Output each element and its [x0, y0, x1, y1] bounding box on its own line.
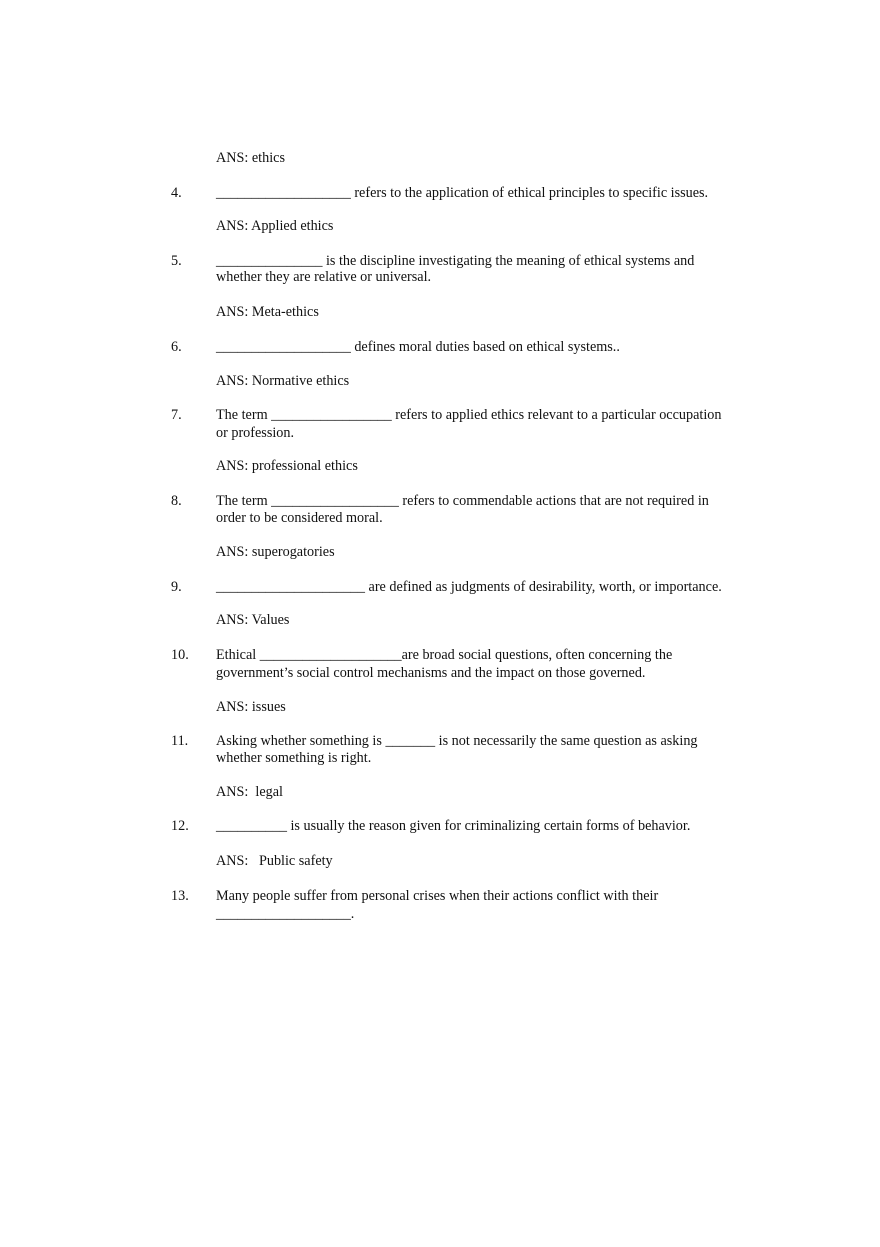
question-number: 5. — [171, 253, 182, 269]
question-text: __________ is usually the reason given for criminalizing certain forms of behavior. — [216, 818, 691, 834]
question-text: The term _________________ refers to applied ethics relevant to a particular occupation — [216, 407, 722, 423]
question-text: _______________ is the discipline investigating the meaning of ethical systems and — [216, 253, 695, 269]
answer: ANS: ethics — [216, 150, 285, 166]
question-text: order to be considered moral. — [216, 510, 383, 526]
answer: ANS: superogatories — [216, 544, 335, 560]
question-number: 7. — [171, 407, 182, 423]
question-text: ___________________. — [216, 906, 355, 922]
question-number: 4. — [171, 185, 182, 201]
question-number: 11. — [171, 733, 189, 749]
question-number: 13. — [171, 888, 189, 904]
question-text: Many people suffer from personal crises when their actions conflict with their — [216, 888, 659, 904]
question-text: _____________________ are defined as judgments of desirability, worth, or importance. — [216, 579, 722, 595]
question-text: ___________________ defines moral duties based on ethical systems.. — [216, 339, 620, 355]
question-text: whether they are relative or universal. — [216, 269, 432, 285]
question-text: Asking whether something is _______ is not necessarily the same question as asking — [216, 733, 698, 749]
answer: ANS: issues — [216, 699, 286, 715]
answer: ANS: Meta-ethics — [216, 304, 319, 320]
answer: ANS: Normative ethics — [216, 373, 350, 389]
question-number: 9. — [171, 579, 182, 595]
answer: ANS: legal — [216, 784, 283, 800]
question-number: 10. — [171, 647, 189, 663]
answer: ANS: professional ethics — [216, 458, 358, 474]
question-text: ___________________ refers to the application of ethical principles to specific issues. — [216, 185, 709, 201]
question-text: or profession. — [216, 425, 295, 441]
question-text: Ethical ____________________are broad social questions, often concerning the — [216, 647, 673, 663]
answer: ANS: Values — [216, 612, 290, 628]
question-text: whether something is right. — [216, 750, 372, 766]
question-number: 6. — [171, 339, 182, 355]
question-text: government’s social control mechanisms and the impact on those governed. — [216, 665, 646, 681]
answer: ANS: Public safety — [216, 853, 333, 869]
answer: ANS: Applied ethics — [216, 218, 334, 234]
question-text: The term __________________ refers to commendable actions that are not required in — [216, 493, 709, 509]
question-number: 12. — [171, 818, 189, 834]
question-number: 8. — [171, 493, 182, 509]
